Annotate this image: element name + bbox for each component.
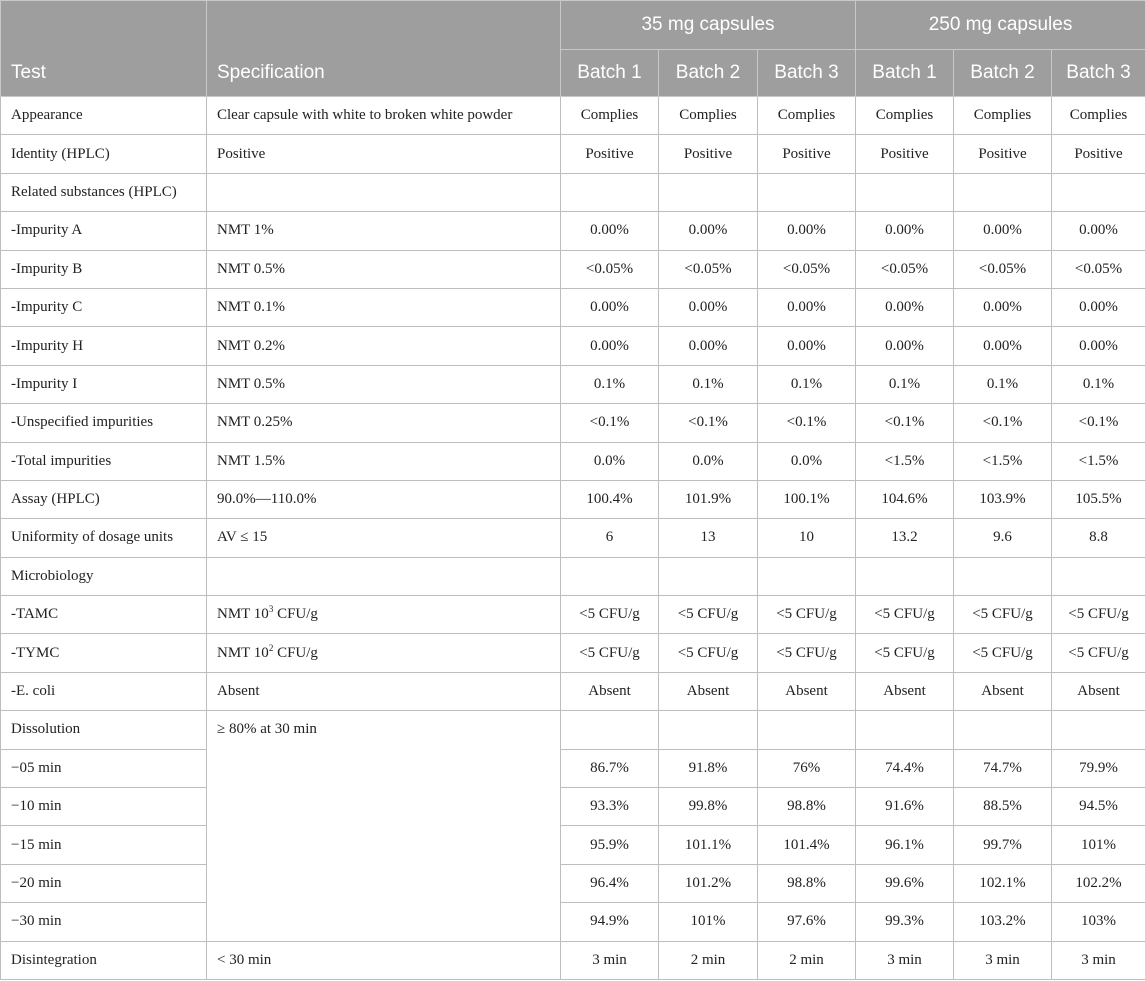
spec-exponent: 2 bbox=[268, 642, 274, 653]
cell-value: <0.1% bbox=[758, 404, 856, 442]
table-row bbox=[1, 250, 1145, 288]
cell-value: 99.7% bbox=[954, 826, 1052, 864]
cell-value: 0.0% bbox=[659, 442, 758, 480]
cell-value: Absent bbox=[758, 672, 856, 710]
cell-value: 97.6% bbox=[758, 903, 856, 941]
cell-value: 93.3% bbox=[561, 788, 659, 826]
cell-value: 0.1% bbox=[758, 365, 856, 403]
cell-value: <0.05% bbox=[561, 250, 659, 288]
cell-specification: 90.0%—110.0% bbox=[207, 480, 561, 518]
cell-value: 2 min bbox=[659, 941, 758, 979]
cell-value: Complies bbox=[954, 97, 1052, 135]
cell-value: Complies bbox=[758, 97, 856, 135]
cell-value: Positive bbox=[856, 135, 954, 173]
cell-value: 95.9% bbox=[561, 826, 659, 864]
table-row bbox=[1, 711, 1145, 749]
table-body bbox=[1, 97, 1145, 980]
cell-value: 0.00% bbox=[954, 212, 1052, 250]
header-batch: Batch 1 bbox=[561, 50, 659, 97]
cell-value bbox=[856, 557, 954, 595]
cell-value: 98.8% bbox=[758, 864, 856, 902]
cell-value: <0.1% bbox=[659, 404, 758, 442]
spec-exponent: 3 bbox=[268, 604, 274, 615]
cell-value: 101.2% bbox=[659, 864, 758, 902]
cell-test: -Unspecified impurities bbox=[1, 404, 207, 442]
cell-value: <1.5% bbox=[1052, 442, 1145, 480]
cell-value: <5 CFU/g bbox=[659, 634, 758, 672]
table-row bbox=[1, 826, 1145, 864]
cell-value bbox=[758, 711, 856, 749]
table-row bbox=[1, 404, 1145, 442]
cell-value: 101% bbox=[659, 903, 758, 941]
cell-value: <0.05% bbox=[758, 250, 856, 288]
header-batch: Batch 3 bbox=[1052, 50, 1145, 97]
cell-value: <5 CFU/g bbox=[1052, 634, 1145, 672]
cell-value: 0.0% bbox=[758, 442, 856, 480]
cell-value: 76% bbox=[758, 749, 856, 787]
cell-value: <0.1% bbox=[561, 404, 659, 442]
cell-value: 0.00% bbox=[954, 327, 1052, 365]
cell-specification: NMT 0.5% bbox=[207, 250, 561, 288]
cell-value: 0.1% bbox=[856, 365, 954, 403]
cell-specification: Absent bbox=[207, 672, 561, 710]
cell-value: <0.1% bbox=[954, 404, 1052, 442]
cell-test: −30 min bbox=[1, 903, 207, 941]
cell-value: 8.8 bbox=[1052, 519, 1145, 557]
header-batch: Batch 2 bbox=[954, 50, 1052, 97]
cell-value: 6 bbox=[561, 519, 659, 557]
cell-value: 13 bbox=[659, 519, 758, 557]
cell-value: <5 CFU/g bbox=[561, 596, 659, 634]
cell-value: <0.1% bbox=[856, 404, 954, 442]
cell-value bbox=[954, 711, 1052, 749]
cell-specification bbox=[207, 634, 561, 672]
cell-value: <5 CFU/g bbox=[856, 634, 954, 672]
cell-value: 101.4% bbox=[758, 826, 856, 864]
cell-value: 0.1% bbox=[1052, 365, 1145, 403]
cell-specification bbox=[207, 596, 561, 634]
cell-specification: Positive bbox=[207, 135, 561, 173]
cell-value bbox=[659, 711, 758, 749]
cell-value: 101% bbox=[1052, 826, 1145, 864]
table-row bbox=[1, 672, 1145, 710]
cell-test: Disintegration bbox=[1, 941, 207, 979]
cell-value: 0.1% bbox=[659, 365, 758, 403]
cell-value: Absent bbox=[561, 672, 659, 710]
cell-value: Absent bbox=[659, 672, 758, 710]
cell-value: <0.05% bbox=[954, 250, 1052, 288]
cell-value: 3 min bbox=[954, 941, 1052, 979]
cell-value: <1.5% bbox=[856, 442, 954, 480]
cell-value: 99.8% bbox=[659, 788, 758, 826]
table-row bbox=[1, 212, 1145, 250]
table-row bbox=[1, 480, 1145, 518]
cell-value: 103% bbox=[1052, 903, 1145, 941]
table-row bbox=[1, 135, 1145, 173]
cell-value: 0.1% bbox=[561, 365, 659, 403]
cell-value: <1.5% bbox=[954, 442, 1052, 480]
spec-unit: CFU/g bbox=[273, 644, 318, 661]
cell-test: -Total impurities bbox=[1, 442, 207, 480]
table-row bbox=[1, 941, 1145, 979]
cell-value: 0.00% bbox=[758, 327, 856, 365]
cell-value: <5 CFU/g bbox=[1052, 596, 1145, 634]
cell-value: Complies bbox=[1052, 97, 1145, 135]
cell-value: Positive bbox=[1052, 135, 1145, 173]
cell-value: Positive bbox=[954, 135, 1052, 173]
cell-specification: < 30 min bbox=[207, 941, 561, 979]
header-batch: Batch 2 bbox=[659, 50, 758, 97]
cell-test: -Impurity B bbox=[1, 250, 207, 288]
cell-test: −05 min bbox=[1, 749, 207, 787]
cell-value: <5 CFU/g bbox=[758, 634, 856, 672]
cell-value: 0.00% bbox=[659, 327, 758, 365]
cell-test: Uniformity of dosage units bbox=[1, 519, 207, 557]
cell-value bbox=[561, 711, 659, 749]
cell-specification: NMT 1.5% bbox=[207, 442, 561, 480]
cell-value: 96.4% bbox=[561, 864, 659, 902]
cell-value: 0.00% bbox=[856, 327, 954, 365]
cell-value bbox=[856, 173, 954, 211]
cell-value: 0.00% bbox=[856, 212, 954, 250]
cell-value: Positive bbox=[659, 135, 758, 173]
cell-value: <0.1% bbox=[1052, 404, 1145, 442]
cell-test: Appearance bbox=[1, 97, 207, 135]
cell-value: <0.05% bbox=[856, 250, 954, 288]
cell-value: 10 bbox=[758, 519, 856, 557]
cell-value: <0.05% bbox=[1052, 250, 1145, 288]
cell-value: Absent bbox=[1052, 672, 1145, 710]
cell-value: <5 CFU/g bbox=[954, 596, 1052, 634]
cell-test: -TAMC bbox=[1, 596, 207, 634]
cell-test: −20 min bbox=[1, 864, 207, 902]
table-header bbox=[1, 1, 1145, 97]
cell-value: 99.3% bbox=[856, 903, 954, 941]
cell-value bbox=[1052, 173, 1145, 211]
cell-value: Complies bbox=[561, 97, 659, 135]
header-specification: Specification bbox=[207, 1, 561, 97]
cell-value: 86.7% bbox=[561, 749, 659, 787]
cell-test: -Impurity I bbox=[1, 365, 207, 403]
cell-value bbox=[561, 173, 659, 211]
cell-value: 103.2% bbox=[954, 903, 1052, 941]
cell-value: 13.2 bbox=[856, 519, 954, 557]
cell-specification: NMT 0.25% bbox=[207, 404, 561, 442]
cell-specification: ≥ 80% at 30 min bbox=[207, 711, 561, 941]
cell-test: -Impurity A bbox=[1, 212, 207, 250]
table-row bbox=[1, 903, 1145, 941]
cell-value: <0.05% bbox=[659, 250, 758, 288]
cell-value: 99.6% bbox=[856, 864, 954, 902]
cell-value: 102.1% bbox=[954, 864, 1052, 902]
cell-value: 0.00% bbox=[561, 327, 659, 365]
cell-value bbox=[659, 557, 758, 595]
cell-value: 0.00% bbox=[856, 288, 954, 326]
spec-unit: CFU/g bbox=[273, 606, 318, 623]
cell-value: Positive bbox=[561, 135, 659, 173]
cell-specification: NMT 0.1% bbox=[207, 288, 561, 326]
table-row bbox=[1, 788, 1145, 826]
cell-value: 74.4% bbox=[856, 749, 954, 787]
cell-value: Absent bbox=[954, 672, 1052, 710]
cell-specification bbox=[207, 173, 561, 211]
cell-value: <5 CFU/g bbox=[758, 596, 856, 634]
table-row bbox=[1, 97, 1145, 135]
table-row bbox=[1, 557, 1145, 595]
cell-value: 100.1% bbox=[758, 480, 856, 518]
cell-value: 0.00% bbox=[561, 212, 659, 250]
cell-test: -Impurity H bbox=[1, 327, 207, 365]
cell-value: 105.5% bbox=[1052, 480, 1145, 518]
cell-value: 102.2% bbox=[1052, 864, 1145, 902]
cell-value: <5 CFU/g bbox=[856, 596, 954, 634]
cell-test: Identity (HPLC) bbox=[1, 135, 207, 173]
cell-value: Complies bbox=[659, 97, 758, 135]
cell-value: 0.00% bbox=[659, 212, 758, 250]
header-test: Test bbox=[1, 1, 207, 97]
table-row bbox=[1, 519, 1145, 557]
cell-specification bbox=[207, 557, 561, 595]
cell-value bbox=[659, 173, 758, 211]
cell-value: 103.9% bbox=[954, 480, 1052, 518]
cell-test: Microbiology bbox=[1, 557, 207, 595]
cell-value: Positive bbox=[758, 135, 856, 173]
cell-value: 94.5% bbox=[1052, 788, 1145, 826]
spec-text: NMT 10 bbox=[217, 644, 269, 661]
cell-value: 0.00% bbox=[1052, 288, 1145, 326]
header-batch: Batch 3 bbox=[758, 50, 856, 97]
cell-test: −15 min bbox=[1, 826, 207, 864]
cell-value: 2 min bbox=[758, 941, 856, 979]
cell-value: 0.00% bbox=[1052, 212, 1145, 250]
cell-value bbox=[1052, 557, 1145, 595]
cell-value bbox=[1052, 711, 1145, 749]
cell-value bbox=[954, 173, 1052, 211]
cell-value: 9.6 bbox=[954, 519, 1052, 557]
cell-value bbox=[561, 557, 659, 595]
cell-value: 3 min bbox=[856, 941, 954, 979]
cell-value: 0.00% bbox=[758, 288, 856, 326]
cell-value: 3 min bbox=[1052, 941, 1145, 979]
cell-value bbox=[758, 173, 856, 211]
table-row bbox=[1, 288, 1145, 326]
cell-value: Complies bbox=[856, 97, 954, 135]
spec-text: NMT 10 bbox=[217, 606, 269, 623]
cell-value: 0.00% bbox=[561, 288, 659, 326]
cell-value: 0.00% bbox=[659, 288, 758, 326]
cell-value: 91.6% bbox=[856, 788, 954, 826]
cell-test: Dissolution bbox=[1, 711, 207, 749]
cell-value: 0.00% bbox=[1052, 327, 1145, 365]
cell-value: 100.4% bbox=[561, 480, 659, 518]
cell-specification: NMT 0.5% bbox=[207, 365, 561, 403]
cell-specification: NMT 0.2% bbox=[207, 327, 561, 365]
cell-test: -Impurity C bbox=[1, 288, 207, 326]
cell-value: <5 CFU/g bbox=[659, 596, 758, 634]
cell-value: <5 CFU/g bbox=[954, 634, 1052, 672]
cell-value: 0.00% bbox=[758, 212, 856, 250]
cell-value: 98.8% bbox=[758, 788, 856, 826]
header-group-35mg: 35 mg capsules bbox=[561, 1, 856, 50]
cell-test: -E. coli bbox=[1, 672, 207, 710]
cell-specification: NMT 1% bbox=[207, 212, 561, 250]
cell-value: <5 CFU/g bbox=[561, 634, 659, 672]
cell-specification: Clear capsule with white to broken white powder bbox=[207, 97, 561, 135]
cell-test: Assay (HPLC) bbox=[1, 480, 207, 518]
cell-value: Absent bbox=[856, 672, 954, 710]
cell-value: 74.7% bbox=[954, 749, 1052, 787]
cell-value bbox=[758, 557, 856, 595]
cell-value: 88.5% bbox=[954, 788, 1052, 826]
cell-value: 0.0% bbox=[561, 442, 659, 480]
cell-value bbox=[856, 711, 954, 749]
table-row bbox=[1, 596, 1145, 634]
cell-value: 79.9% bbox=[1052, 749, 1145, 787]
cell-value: 0.1% bbox=[954, 365, 1052, 403]
cell-value: 101.9% bbox=[659, 480, 758, 518]
cell-test: -TYMC bbox=[1, 634, 207, 672]
cell-value: 101.1% bbox=[659, 826, 758, 864]
cell-value: 94.9% bbox=[561, 903, 659, 941]
cell-test: Related substances (HPLC) bbox=[1, 173, 207, 211]
header-batch: Batch 1 bbox=[856, 50, 954, 97]
cell-value: 0.00% bbox=[954, 288, 1052, 326]
table-row bbox=[1, 365, 1145, 403]
cell-value: 96.1% bbox=[856, 826, 954, 864]
cell-value bbox=[954, 557, 1052, 595]
table-row bbox=[1, 173, 1145, 211]
table-row bbox=[1, 327, 1145, 365]
table-row bbox=[1, 749, 1145, 787]
table-row bbox=[1, 442, 1145, 480]
table-row bbox=[1, 864, 1145, 902]
table-row bbox=[1, 634, 1145, 672]
cell-test: −10 min bbox=[1, 788, 207, 826]
cell-value: 104.6% bbox=[856, 480, 954, 518]
cell-specification: AV ≤ 15 bbox=[207, 519, 561, 557]
header-group-250mg: 250 mg capsules bbox=[856, 1, 1145, 50]
cell-value: 3 min bbox=[561, 941, 659, 979]
cell-value: 91.8% bbox=[659, 749, 758, 787]
